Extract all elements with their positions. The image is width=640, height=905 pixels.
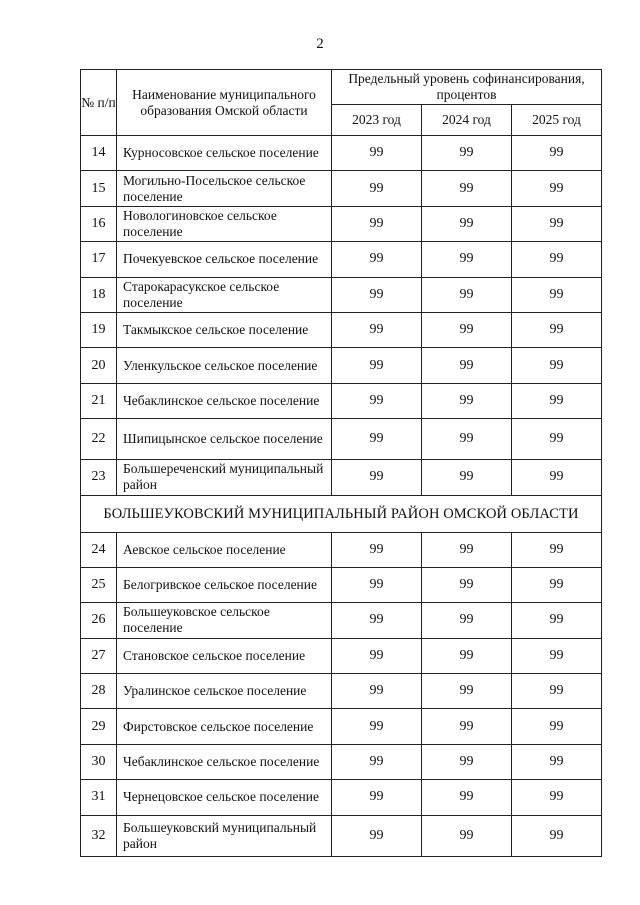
- table-row: [81, 312, 602, 347]
- table-row: [81, 171, 602, 206]
- row-number: 32: [81, 815, 117, 856]
- row-value-2024: 99: [422, 780, 512, 815]
- header-year-2024: 2024 год: [422, 105, 512, 136]
- table-row: [81, 136, 602, 171]
- row-value-2025: 99: [512, 206, 602, 241]
- row-value-2025: 99: [512, 277, 602, 312]
- table-row: [81, 674, 602, 709]
- row-value-2024: 99: [422, 815, 512, 856]
- row-value-2025: 99: [512, 348, 602, 383]
- row-value-2024: 99: [422, 567, 512, 602]
- table-body: [81, 136, 602, 857]
- row-number: 30: [81, 744, 117, 779]
- row-value-2023: 99: [332, 312, 422, 347]
- row-value-2023: 99: [332, 460, 422, 495]
- row-value-2023: 99: [332, 171, 422, 206]
- row-municipality: Могильно-Посельское сельское поселение: [117, 171, 332, 206]
- row-municipality: Фирстовское сельское поселение: [117, 709, 332, 744]
- row-value-2025: 99: [512, 780, 602, 815]
- row-municipality: Шипицынское сельское поселение: [117, 419, 332, 460]
- row-value-2023: 99: [332, 815, 422, 856]
- row-value-2025: 99: [512, 674, 602, 709]
- row-value-2024: 99: [422, 242, 512, 277]
- row-municipality: Чебаклинское сельское поселение: [117, 744, 332, 779]
- row-value-2025: 99: [512, 744, 602, 779]
- row-number: 28: [81, 674, 117, 709]
- row-value-2023: 99: [332, 603, 422, 638]
- row-value-2025: 99: [512, 460, 602, 495]
- row-value-2025: 99: [512, 171, 602, 206]
- row-number: 31: [81, 780, 117, 815]
- row-value-2024: 99: [422, 348, 512, 383]
- row-value-2023: 99: [332, 206, 422, 241]
- row-value-2024: 99: [422, 383, 512, 418]
- row-value-2023: 99: [332, 674, 422, 709]
- table-row: [81, 709, 602, 744]
- row-municipality: Курносовское сельское поселение: [117, 136, 332, 171]
- page-number: 2: [316, 36, 324, 52]
- header-municipality-name: Наименование муниципального образования Омской области: [117, 70, 332, 136]
- row-number: 27: [81, 638, 117, 673]
- row-value-2025: 99: [512, 383, 602, 418]
- row-value-2025: 99: [512, 567, 602, 602]
- row-number: 19: [81, 312, 117, 347]
- row-value-2025: 99: [512, 136, 602, 171]
- row-value-2024: 99: [422, 171, 512, 206]
- row-number: 16: [81, 206, 117, 241]
- row-value-2023: 99: [332, 638, 422, 673]
- table-row: [81, 419, 602, 460]
- row-value-2024: 99: [422, 206, 512, 241]
- row-municipality: Аевское сельское поселение: [117, 532, 332, 567]
- cofinancing-table: [80, 69, 602, 857]
- row-number: 25: [81, 567, 117, 602]
- table-row: [81, 460, 602, 495]
- row-value-2024: 99: [422, 674, 512, 709]
- row-value-2025: 99: [512, 709, 602, 744]
- table-row: [81, 383, 602, 418]
- row-number: 22: [81, 419, 117, 460]
- row-number: 23: [81, 460, 117, 495]
- row-value-2025: 99: [512, 312, 602, 347]
- row-number: 14: [81, 136, 117, 171]
- row-municipality: Уленкульское сельское поселение: [117, 348, 332, 383]
- row-value-2023: 99: [332, 277, 422, 312]
- row-municipality: Становское сельское поселение: [117, 638, 332, 673]
- row-value-2023: 99: [332, 242, 422, 277]
- section-title: БОЛЬШЕУКОВСКИЙ МУНИЦИПАЛЬНЫЙ РАЙОН ОМСКОЙ ОБЛАСТИ: [81, 495, 602, 532]
- row-municipality: Старокарасукское сельское поселение: [117, 277, 332, 312]
- row-municipality: Чебаклинское сельское поселение: [117, 383, 332, 418]
- row-municipality: Большереченский муниципальный район: [117, 460, 332, 495]
- row-value-2023: 99: [332, 383, 422, 418]
- table-row: [81, 780, 602, 815]
- row-value-2023: 99: [332, 709, 422, 744]
- table-row: [81, 348, 602, 383]
- row-value-2023: 99: [332, 567, 422, 602]
- row-value-2023: 99: [332, 532, 422, 567]
- header-year-2023: 2023 год: [332, 105, 422, 136]
- table-row: [81, 603, 602, 638]
- row-value-2025: 99: [512, 242, 602, 277]
- row-value-2023: 99: [332, 348, 422, 383]
- row-number: 26: [81, 603, 117, 638]
- row-number: 20: [81, 348, 117, 383]
- table-row: [81, 277, 602, 312]
- row-value-2025: 99: [512, 532, 602, 567]
- row-value-2024: 99: [422, 532, 512, 567]
- row-number: 15: [81, 171, 117, 206]
- row-value-2024: 99: [422, 460, 512, 495]
- row-municipality: Большеуковское сельское поселение: [117, 603, 332, 638]
- row-number: 17: [81, 242, 117, 277]
- table-row: [81, 206, 602, 241]
- row-municipality: Чернецовское сельское поселение: [117, 780, 332, 815]
- row-value-2025: 99: [512, 638, 602, 673]
- row-value-2023: 99: [332, 780, 422, 815]
- section-row: [81, 495, 602, 532]
- row-number: 29: [81, 709, 117, 744]
- row-value-2025: 99: [512, 603, 602, 638]
- row-number: 18: [81, 277, 117, 312]
- row-value-2023: 99: [332, 419, 422, 460]
- table-row: [81, 638, 602, 673]
- table-row: [81, 532, 602, 567]
- row-municipality: Большеуковский муниципальный район: [117, 815, 332, 856]
- row-value-2025: 99: [512, 815, 602, 856]
- table-row: [81, 815, 602, 856]
- row-municipality: Белогривское сельское поселение: [117, 567, 332, 602]
- row-value-2024: 99: [422, 603, 512, 638]
- header-cofinancing-level: Предельный уровень софинансирования, процентов: [332, 70, 602, 105]
- row-municipality: Почекуевское сельское поселение: [117, 242, 332, 277]
- row-value-2025: 99: [512, 419, 602, 460]
- row-value-2024: 99: [422, 709, 512, 744]
- row-number: 24: [81, 532, 117, 567]
- header-number: № п/п: [81, 70, 117, 136]
- row-value-2024: 99: [422, 277, 512, 312]
- row-value-2024: 99: [422, 419, 512, 460]
- row-municipality: Новологиновское сельское поселение: [117, 206, 332, 241]
- table-row: [81, 567, 602, 602]
- row-value-2024: 99: [422, 136, 512, 171]
- row-number: 21: [81, 383, 117, 418]
- row-value-2023: 99: [332, 136, 422, 171]
- row-municipality: Такмыкское сельское поселение: [117, 312, 332, 347]
- table-row: [81, 242, 602, 277]
- table-row: [81, 744, 602, 779]
- row-value-2024: 99: [422, 744, 512, 779]
- row-municipality: Уралинское сельское поселение: [117, 674, 332, 709]
- header-year-2025: 2025 год: [512, 105, 602, 136]
- table-header: [81, 70, 602, 136]
- row-value-2023: 99: [332, 744, 422, 779]
- row-value-2024: 99: [422, 638, 512, 673]
- row-value-2024: 99: [422, 312, 512, 347]
